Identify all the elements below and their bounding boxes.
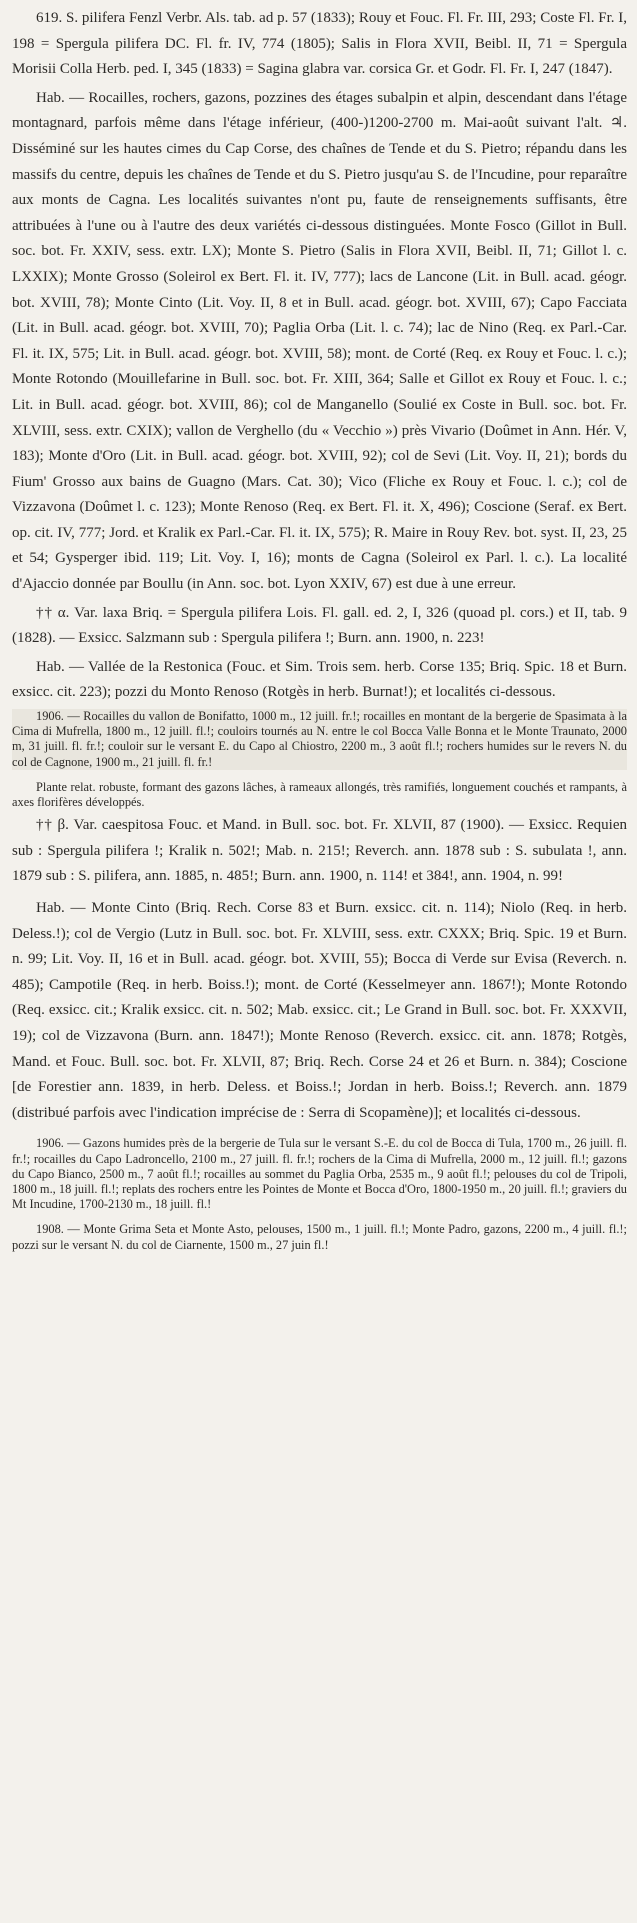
variety-caespitosa-habitat: Hab. — Monte Cinto (Briq. Rech. Corse 83 et Burn. exsicc. cit. n. 114); Niolo (Req. in herb. Deless.!); col de Vergio (Lutz in Bull. soc. bot. Fr. XLVIII, sess. extr. CXXX; Briq. Spic. 19 et Burn. n. 99; Lit. Voy. II, 16 et in Bull. acad. géogr. bot. XVIII, 55); Bocca di Verde sur Evisa (Reverch. n. 485); Campotile (Req. in herb. Boiss.!); mont. de Corté (Kesselmeyer ann. 1867!); Monte Rotondo (Req. exsicc. cit.; Kralik exsicc. cit. n. 502; Mab. exsicc. cit.; Le Grand in Bull. soc. bot. Fr. XXXVII, 19); col de Vizzavona (Burn. ann. 1847!); Monte Renoso (Reverch. exsicc. cit. ann. 1878; Rotgès, Mand. et Fouc. Bull. soc. bot. Fr. XLVII, 87; Briq. Rech. Corse 24 et 26 et Burn. n. 384); Coscione [de Forestier ann. 1839, in herb. Deless. et Boiss.!; Jordan in herb. Boiss.!; Reverch. ann. 1879 (distribué parfois avec l'indication imprécise de : Serra di Scopamène)]; et localités ci-dessous. <box>12 900 627 1121</box>
variety-caespitosa <box>12 813 627 1253</box>
variety-laxa-observations-1906: 1906. — Rocailles du vallon de Bonifatto, 1000 m., 12 juill. fr.!; rocailles en montant de la bergerie de Spasimata à la Cima di Mufrella, 1800 m., 12 juill. fl.!; couloirs tournés au N. entre le col Bocca Valle Bonna et le Monte Traunato, 2000 m, 31 juill. fl. fr.!; couloir sur le versant E. du Capo al Chiostro, 2200 m., 3 août fl.!; rochers humides sur le revers N. du col de Cagnone, 1900 m., 21 juill. fl. fr.! <box>12 709 627 769</box>
variety-laxa <box>12 601 627 811</box>
habitat-paragraph: Hab. — Rocailles, rochers, gazons, pozzines des étages subalpin et alpin, descendant dans l'étage montagnard, parfois même dans l'étage inférieur, (400-)1200-2700 m. Mai-août suivant l'alt. ♃. Disséminé sur les hautes cimes du Cap Corse, des chaînes de Tende et du S. Pietro; répandu dans les massifs du centre, depuis les chaînes de Tende et du S. Pietro jusqu'au S. de l'Incudine, pour reparaître aux monts de Cagna. Les localités suivantes n'ont pu, faute de renseignements suffisants, être attribuées à l'une ou à l'autre des deux variétés ci-dessous distinguées. Monte Fosco (Gillot in Bull. soc. bot. Fr. XXIV, sess. extr. LX); Monte S. Pietro (Salis in Flora XVII, Beibl. II, 71; Gillot l. c. LXXIX); Monte Grosso (Soleirol ex Bert. Fl. it. IV, 777); lacs de Lancone (Lit. in Bull. acad. géogr. bot. XVIII, 78); Monte Cinto (Lit. Voy. II, 8 et in Bull. acad. géogr. bot. XVIII, 67); Capo Facciata (Lit. in Bull. acad. géogr. bot. XVIII, 70); Paglia Orba (Lit. l. c. 74); lac de Nino (Req. ex Parl.-Car. Fl. it. IX, 575; Lit. in Bull. acad. géogr. bot. XVIII, 58); mont. de Corté (Req. ex Rouy et Fouc. l. c.); Monte Rotondo (Mouillefarine in Bull. soc. bot. Fr. XIII, 364; Salle et Gillot ex Rouy et Fouc. l. c.; Lit. in Bull. acad. géogr. bot. XVIII, 86); col de Manganello (Soulié ex Coste in Bull. soc. bot. Fr. XLVIII, sess. extr. CXIX); vallon de Verghello (du « Vecchio ») près Vivario (Doûmet in Ann. Hér. V, 183); Monte d'Oro (Lit. in Bull. acad. géogr. bot. XVIII, 92); col de Sevi (Lit. Voy. II, 21); bords du Fium' Grosso aux bains de Guagno (Mars. Cat. 30); Vico (Fliche ex Rouy et Fouc. l. c.); col de Vizzavona (Doûmet l. c. 123); Monte Renoso (Req. ex Bert. Fl. it. X, 496); Coscione (Seraf. ex Bert. op. cit. IV, 777; Jord. et Kralik ex Parl.-Car. Fl. it. IX, 575); R. Maire in Rouy Rev. bot. syst. II, 23, 25 et 54; Gysperger ibid. 119; Lit. Voy. I, 16); monts de Cagna (Soleirol ex Parl. l. c.). La localité d'Ajaccio donnée par Boullu (in Ann. soc. bot. Lyon XXIV, 67) est due à une erreur. <box>12 89 627 593</box>
species-entry <box>12 6 627 598</box>
variety-laxa-habitat: Hab. — Vallée de la Restonica (Fouc. et Sim. Trois sem. herb. Corse 135; Briq. Spic. 18 et Burn. exsicc. cit. 223); pozzi du Monto Renoso (Rotgès in herb. Burnat!); et localités ci-dessous. <box>12 658 627 701</box>
variety-caespitosa-heading: †† β. Var. caespitosa Fouc. et Mand. in Bull. soc. bot. Fr. XLVII, 87 (1900). — Exsicc. Requien sub : Spergula pilifera !; Kralik n. 502!; Mab. n. 215!; Reverch. ann. 1878 sub : S. subulata !, ann. 1879 sub : S. pilifera, ann. 1885, n. 485!; Burn. ann. 1900, n. 114! et 384!, ann. 1904, n. 99! <box>12 817 627 885</box>
variety-caespitosa-observations-1908: 1908. — Monte Grima Seta et Monte Asto, pelouses, 1500 m., 1 juill. fl.!; Monte Padro, gazons, 2200 m., 4 juill. fl.!; pozzi sur le versant N. du col de Ciarnente, 1500 m., 27 juin fl.! <box>12 1222 627 1252</box>
variety-laxa-heading: †† α. Var. laxa Briq. = Spergula pilifera Lois. Fl. gall. ed. 2, I, 326 (quoad pl. cors.) et II, tab. 9 (1828). — Exsicc. Salzmann sub : Spergula pilifera !; Burn. ann. 1900, n. 223! <box>12 604 627 647</box>
variety-caespitosa-observations-1906: 1906. — Gazons humides près de la bergerie de Tula sur le versant S.-E. du col de Bocca di Tula, 1700 m., 26 juill. fl. fr.!; rocailles du Capo Ladroncello, 2100 m., 27 juill. fl. fr.!; rochers de la Cima di Mufrella, 2000 m., 12 juill. fl.!; gazons du Capo Bianco, 2500 m., 7 août fl.!; rocailles au sommet du Paglia Orba, 2535 m., 9 août fl.!; pelouses du col de Tripoli, 1800 m., 18 juill. fl.!; replats des rochers entre les Pointes de Monte et Bocca d'Oro, 1800-1950 m., 20 juill. fl.!; graviers du Mt Incudine, 1700-2130 m., 18 juill. fl.! <box>12 1136 627 1212</box>
species-heading-paragraph: 619. S. pilifera Fenzl Verbr. Als. tab. ad p. 57 (1833); Rouy et Fouc. Fl. Fr. III, 293; Coste Fl. Fr. I, 198 = Spergula pilifera DC. Fl. fr. IV, 774 (1805); Salis in Flora XVII, Beibl. II, 71 = Spergula Morisii Colla Herb. ped. I, 345 (1833) = Sagina glabra var. corsica Gr. et Godr. Fl. Fr. I, 247 (1847). <box>12 10 627 78</box>
variety-laxa-description: Plante relat. robuste, formant des gazons lâches, à rameaux allongés, très ramifiés, longuement couchés et rampants, à axes florifères développés. <box>12 779 627 810</box>
